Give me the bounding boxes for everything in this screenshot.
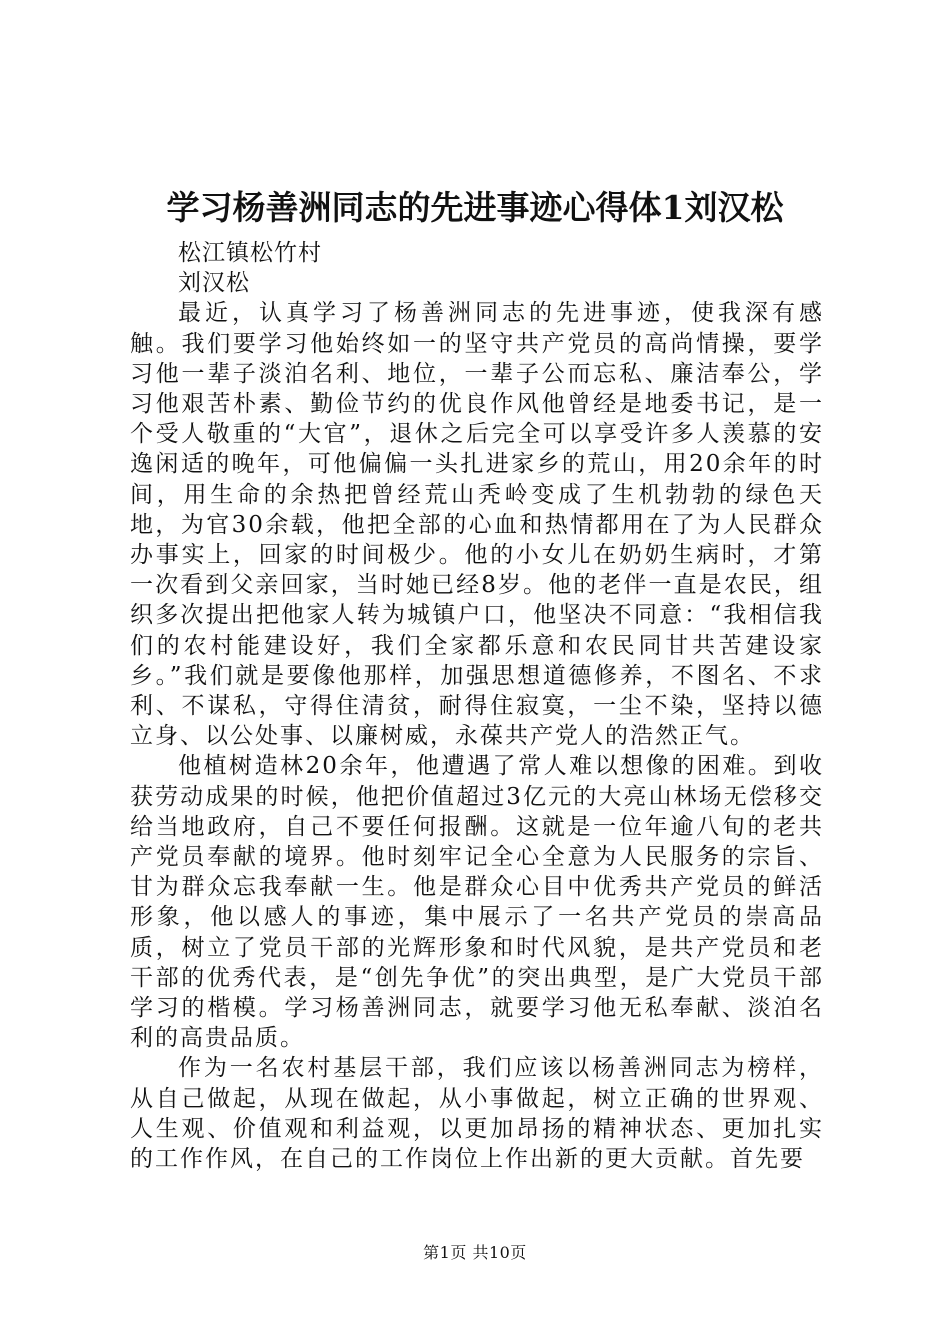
document-body bbox=[130, 238, 824, 1174]
document-title: 学习杨善洲同志的先进事迹心得体1刘汉松 bbox=[166, 188, 784, 227]
paragraph-3: 作为一名农村基层干部，我们应该以杨善洲同志为榜样，从自己做起，从现在做起，从小事做起，树立正确的世界观、人生观、价值观和利益观，以更加昂扬的精神状态、更加扎实的工作作风，在自己的工作岗位上作出新的更大贡献。首先要 bbox=[130, 1055, 824, 1173]
paragraph-2: 他植树造林20余年，他遭遇了常人难以想像的困难。到收获劳动成果的时候，他把价值超过3亿元的大亮山林场无偿移交给当地政府，自己不要任何报酬。这就是一位年逾八旬的老共产党员奉献的境界。他时刻牢记全心全意为人民服务的宗旨、甘为群众忘我奉献一生。他是群众心目中优秀共产党员的鲜活形象，他以感人的事迹，集中展示了一名共产党员的崇高品质，树立了党员干部的光辉形象和时代风貌，是共产党员和老干部的优秀代表，是“创先争优”的突出典型，是广大党员干部学习的楷模。学习杨善洲同志，就要学习他无私奉献、淡泊名利的高贵品质。 bbox=[130, 753, 824, 1052]
page-footer: 第1页 共10页 bbox=[423, 1243, 527, 1262]
paragraph-1: 最近，认真学习了杨善洲同志的先进事迹，使我深有感触。我们要学习他始终如一的坚守共产党员的高尚情操，要学习他一辈子淡泊名利、地位，一辈子公而忘私、廉洁奉公，学习他艰苦朴素、勤俭节约的优良作风他曾经是地委书记，是一个受人敬重的“大官”，退休之后完全可以享受许多人羡慕的安逸闲适的晚年，可他偏偏一头扎进家乡的荒山，用20余年的时间，用生命的余热把曾经荒山秃岭变成了生机勃勃的绿色天地，为官30余载，他把全部的心血和热情都用在了为人民群众办事实上，回家的时间极少。他的小女儿在奶奶生病时，才第一次看到父亲回家，当时她已经8岁。他的老伴一直是农民，组织多次提出把他家人转为城镇户口，他坚决不同意：“我相信我们的农村能建设好，我们全家都乐意和农民同甘共苦建设家乡。”我们就是要像他那样，加强思想道德修养，不图名、不求利、不谋私，守得住清贫，耐得住寂寞，一尘不染，坚持以德立身、以公处事、以廉树威，永葆共产党人的浩然正气。 bbox=[130, 300, 824, 750]
author-location: 松江镇松竹村 bbox=[178, 240, 322, 266]
author-name: 刘汉松 bbox=[178, 270, 250, 297]
